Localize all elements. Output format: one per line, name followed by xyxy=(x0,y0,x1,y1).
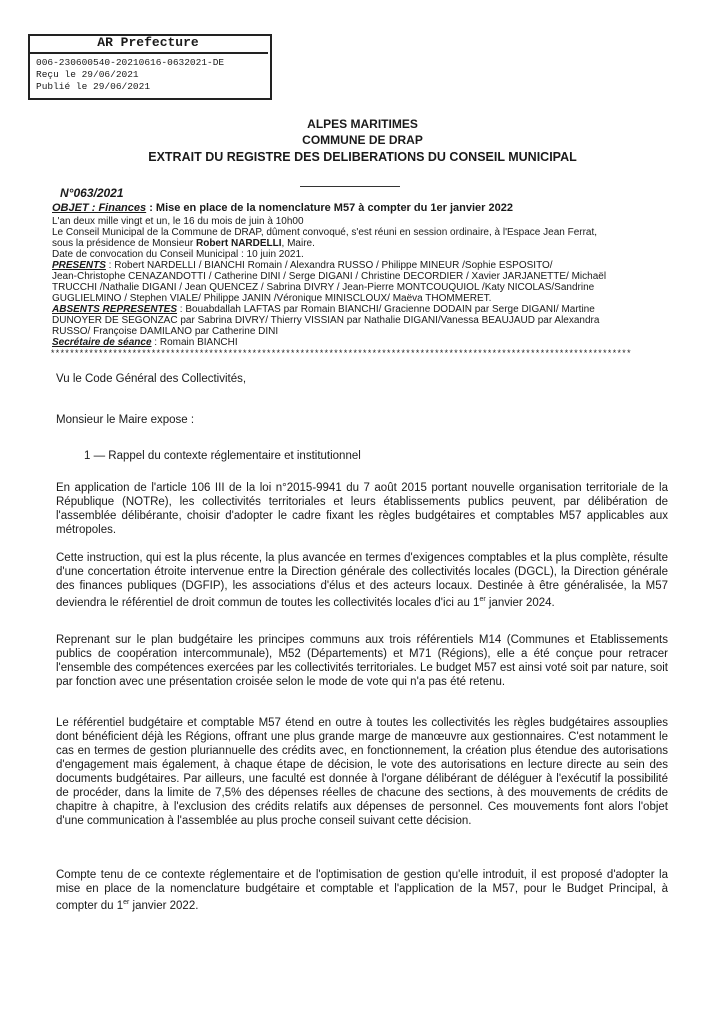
paragraph-1: En application de l'article 106 III de la loi n°2015-9941 du 7 août 2015 portant nouvelle organisation territoriale de la République (NOTRe), les collectivités territoriales et leurs établissements publics peuvent, par délibération de l'assemblée délibérante, choisir d'adopter le cadre fixant les règles budgétaires et comptables M57 applicables aux métropoles. xyxy=(56,482,668,536)
header-divider xyxy=(300,186,400,187)
meeting-convened: Le Conseil Municipal de la Commune de DRAP, dûment convoqué, s'est réuni en session ordinaire, à l'Espace Jean Ferrat, xyxy=(52,227,598,238)
absents-line-1 xyxy=(52,304,595,315)
vu-line: Vu le Code Général des Collectivités, xyxy=(56,373,247,385)
deliberation-number: N°063/2021 xyxy=(60,186,124,200)
maire-expose: Monsieur le Maire expose : xyxy=(56,414,195,426)
separator-stars: ************************************************************************************************************************* xyxy=(50,349,631,359)
meeting-presidence xyxy=(52,238,315,249)
presidence-prefix: sous la présidence de Monsieur xyxy=(52,238,196,249)
stamp-reference: 006-230600540-20210616-0632021-DE xyxy=(36,57,225,68)
presents-line-3: TRUCCHI /Nathalie DIGANI / Jean QUENCEZ / Sabrina DIVRY / Jean-Pierre MONTCOUQUIOL /Katy NICOLAS/Sandrine xyxy=(52,282,595,293)
object-line xyxy=(52,203,513,214)
object-label: OBJET : Finances xyxy=(52,202,147,214)
object-text: : Mise en place de la nomenclature M57 à compter du 1er janvier 2022 xyxy=(146,202,513,214)
stamp-published-date: Publié le 29/06/2021 xyxy=(36,81,151,92)
paragraph-4: Le référentiel budgétaire et comptable M57 étend en outre à toutes les collectivités les règles budgétaires assouplies dont bénéficient déjà les Régions, offrant une plus grande marge de manœuvre aux gestionnaires. C'est notamment le cas en termes de gestion pluriannuelle des crédits avec, en fonctionnement, la création plus étendue des autorisations d'engagement mais également, à chaque étape de décision, le vote des autorisations en lecture directe au sein des documents budgétaires. Par ailleurs, une faculté est donnée à l'organe délibérant de déléguer à l'exécutif la possibilité de procéder, dans la limite de 7,5% des dépenses réelles de chacune des sections, à des mouvements de crédits de chapitre à chapitre, à l'exclusion des crédits relatifs aux dépenses de personnel. Ces mouvements font alors l'objet d'une communication à l'assemblée au plus proche conseil suivant cette décision. xyxy=(56,717,668,827)
paragraph-2-end: janvier 2024. xyxy=(485,596,555,609)
absents-label: ABSENTS REPRESENTES xyxy=(52,304,178,315)
paragraph-2-text: Cette instruction, qui est la plus récente, la plus avancée en termes d'exigences comptables et la plus complète, résulte d'une concertation étroite intervenue entre la Direction générale des collectivités locales (DGCL), la Direction générale des finances publiques (DGFIP), les associations d'élus et des acteurs locaux. Destinée à être généralisée, la M57 deviendra le référentiel de droit commun de toutes les collectivités locales d'ici au 1 xyxy=(56,552,668,609)
paragraph-3: Reprenant sur le plan budgétaire les principes communs aux trois référentiels M14 (Communes et Etablissements publics de coopération intercommunale), M52 (Départements) et M71 (Régions), elle a été conçue pour retracer l'ensemble des compétences exercées par les collectivités territoriales. Le budget M57 est ainsi voté soit par nature, soit par fonction avec une présentation croisée selon le mode de vote qui n'a pas été retenu. xyxy=(56,634,669,688)
section-1-title: 1 — Rappel du contexte réglementaire et institutionnel xyxy=(84,450,361,462)
secretary-line xyxy=(52,337,238,348)
convocation-date: Date de convocation du Conseil Municipal : 10 juin 2021. xyxy=(52,249,304,260)
presents-text-1: : Robert NARDELLI / BIANCHI Romain / Alexandra RUSSO / Philippe MINEUR /Sophie ESPOSITO/ xyxy=(105,260,553,271)
register-heading: EXTRAIT DU REGISTRE DES DELIBERATIONS DU CONSEIL MUNICIPAL xyxy=(148,150,577,164)
presents-line-1 xyxy=(52,260,553,271)
paragraph-2 xyxy=(56,551,668,610)
presents-label: PRESENTS xyxy=(52,260,106,271)
absents-text-1: : Bouabdallah LAFTAS par Romain BIANCHI/ Gracienne DODAIN par Serge DIGANI/ Martine xyxy=(177,304,595,315)
secretary-label: Secrétaire de séance xyxy=(52,337,152,348)
paragraph-5-text: Compte tenu de ce contexte réglementaire et de l'optimisation de gestion qu'elle introduit, il est proposé d'adopter la mise en place de la nomenclature budgétaire et comptable et l'application de la M57, pour le Budget Principal, à compter du 1 xyxy=(56,869,668,912)
paragraph-5 xyxy=(56,868,668,913)
stamp-title: AR Prefecture xyxy=(28,34,268,54)
paragraph-5-end: janvier 2022. xyxy=(129,899,199,912)
presidence-suffix: , Maire. xyxy=(281,238,315,249)
absents-line-3: RUSSO/ Françoise DAMILANO par Catherine DINI xyxy=(52,326,279,337)
stamp-received-date: Reçu le 29/06/2021 xyxy=(36,69,139,80)
paragraph-5-sup: er xyxy=(123,899,130,906)
secretary-name: : Romain BIANCHI xyxy=(151,337,238,348)
absents-line-2: DUNOYER DE SEGONZAC par Sabrina DIVRY/ Thierry VISSIAN par Nathalie DIGANI/Vanessa BEAUJAUD par Alexandra xyxy=(52,315,600,326)
meeting-date: L'an deux mille vingt et un, le 16 du mois de juin à 10h00 xyxy=(52,216,304,227)
commune-heading: COMMUNE DE DRAP xyxy=(302,133,423,147)
department-heading: ALPES MARITIMES xyxy=(307,117,418,131)
presents-line-2: Jean-Christophe CENAZANDOTTI / Catherine DINI / Serge DIGANI / Christine DECORDIER / Xavier JARJANETTE/ Michaël xyxy=(52,271,607,282)
presents-line-4: GUGLIELMINO / Stephen VIALE/ Philippe JANIN /Véronique MINISCLOUX/ Maëva THOMMERET. xyxy=(52,293,492,304)
paragraph-2-sup: er xyxy=(479,596,486,603)
president-name: Robert NARDELLI xyxy=(195,238,282,249)
